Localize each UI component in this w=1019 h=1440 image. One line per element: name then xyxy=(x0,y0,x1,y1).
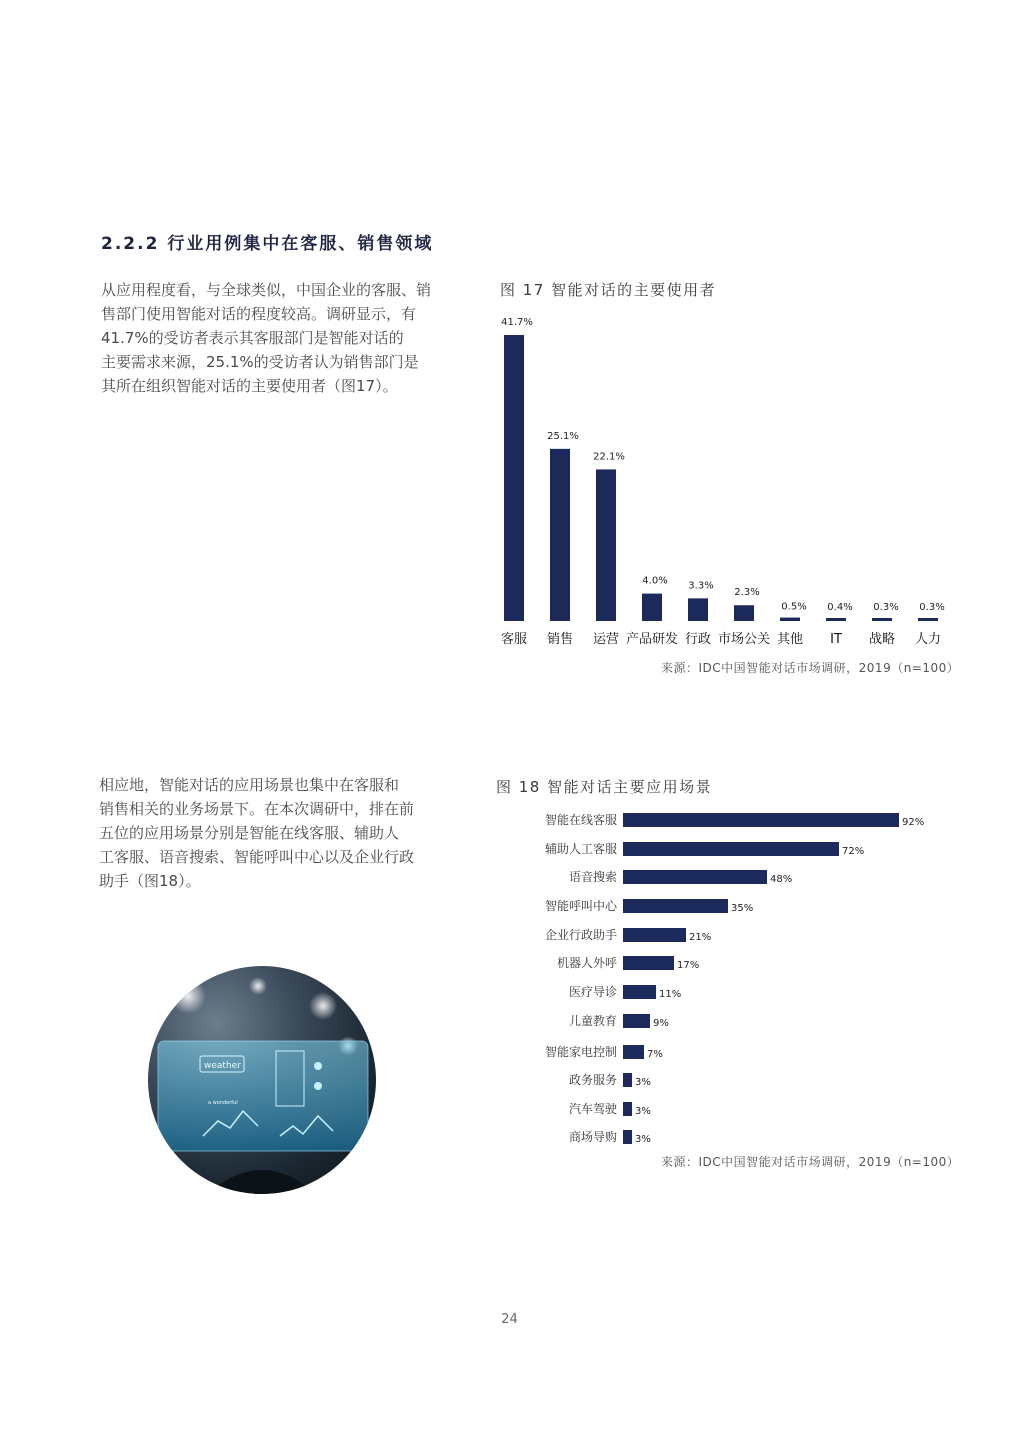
data-label: 3% xyxy=(635,1106,651,1117)
paragraph-line: 主要需求来源，25.1%的受访者认为销售部门是 xyxy=(101,353,419,371)
bar xyxy=(623,899,728,913)
bar xyxy=(623,1014,650,1028)
category-label: 汽车驾驶 xyxy=(568,1102,617,1116)
bar xyxy=(780,618,800,621)
bar xyxy=(623,1073,632,1087)
bar xyxy=(623,842,839,856)
category-label: 产品研发 xyxy=(625,632,679,647)
bar xyxy=(642,594,662,621)
category-label: 销售 xyxy=(546,632,574,647)
scenario-paragraph xyxy=(99,773,439,893)
category-label: 客服 xyxy=(500,632,528,647)
data-label: 4.0% xyxy=(642,575,668,587)
bar xyxy=(623,1102,632,1116)
bar xyxy=(872,618,892,621)
data-label: 0.3% xyxy=(919,602,945,613)
data-label: 3.3% xyxy=(688,580,714,592)
category-label: 其他 xyxy=(776,632,804,647)
data-label: 11% xyxy=(659,989,682,1000)
bar xyxy=(623,1045,644,1059)
paragraph-line: 助手（图18）。 xyxy=(99,872,201,890)
category-label: 市场公关 xyxy=(717,632,771,647)
photo-screen-text: weather xyxy=(204,1061,241,1071)
category-label: 运营 xyxy=(592,632,620,647)
figure17-title: 图 17 智能对话的主要使用者 xyxy=(500,281,717,299)
data-label: 22.1% xyxy=(593,451,625,463)
paragraph-line: 相应地，智能对话的应用场景也集中在客服和 xyxy=(99,776,400,794)
category-label: 辅助人工客服 xyxy=(544,842,617,856)
category-label: 企业行政助手 xyxy=(544,928,617,942)
figure18-title: 图 18 智能对话主要应用场景 xyxy=(496,778,713,796)
figure17-chart xyxy=(490,305,950,650)
bar xyxy=(918,618,938,621)
bar xyxy=(623,1130,632,1144)
paragraph-line: 41.7%的受访者表示其客服部门是智能对话的 xyxy=(101,329,404,347)
paragraph-line: 销售相关的业务场景下。在本次调研中，排在前 xyxy=(99,800,415,818)
data-label: 41.7% xyxy=(501,317,533,328)
bar xyxy=(504,335,524,621)
category-label: 行政 xyxy=(684,632,712,647)
data-label: 3% xyxy=(635,1134,651,1145)
category-label: 智能家电控制 xyxy=(544,1045,617,1059)
photo-screen-text: a wonderful xyxy=(208,1100,238,1106)
paragraph-line: 其所在组织智能对话的主要使用者（图17）。 xyxy=(101,377,398,395)
page-number: 24 xyxy=(501,1312,518,1327)
bar xyxy=(623,956,674,970)
category-label: 医疗导诊 xyxy=(568,985,617,999)
data-label: 21% xyxy=(689,932,712,943)
bar xyxy=(623,813,899,827)
bar xyxy=(623,870,767,884)
data-label: 17% xyxy=(677,960,700,971)
section-heading: 2.2.2 行业用例集中在客服、销售领域 xyxy=(101,234,434,254)
intro-paragraph xyxy=(101,278,441,398)
data-label: 92% xyxy=(902,817,925,828)
category-label: 战略 xyxy=(868,632,896,647)
data-label: 48% xyxy=(770,874,793,885)
bar xyxy=(596,469,616,621)
data-label: 0.5% xyxy=(781,601,807,613)
bar xyxy=(550,449,570,621)
bar xyxy=(826,618,846,621)
paragraph-line: 售部门使用智能对话的程度较高。调研显示，有 xyxy=(101,305,417,323)
paragraph-line: 五位的应用场景分别是智能在线客服、辅助人 xyxy=(99,824,400,842)
figure17-source: 来源：IDC中国智能对话市场调研，2019（n=100） xyxy=(661,661,960,675)
figure18-source: 来源：IDC中国智能对话市场调研，2019（n=100） xyxy=(661,1155,960,1169)
bar xyxy=(734,605,754,621)
bar xyxy=(623,928,686,942)
data-label: 72% xyxy=(842,846,865,857)
category-label: IT xyxy=(830,632,842,647)
category-label: 政务服务 xyxy=(568,1073,617,1087)
category-label: 机器人外呼 xyxy=(556,956,617,970)
data-label: 3% xyxy=(635,1077,651,1088)
car-dashboard-photo-icon xyxy=(148,966,376,1194)
category-label: 智能呼叫中心 xyxy=(544,899,617,913)
data-label: 35% xyxy=(731,903,754,914)
bar xyxy=(623,985,656,999)
paragraph-line: 从应用程度看，与全球类似，中国企业的客服、销 xyxy=(101,281,432,299)
data-label: 7% xyxy=(647,1049,663,1060)
data-label: 0.3% xyxy=(873,602,899,613)
data-label: 0.4% xyxy=(827,602,853,613)
figure18-chart xyxy=(520,805,950,1150)
category-label: 语音搜索 xyxy=(568,870,617,884)
category-label: 智能在线客服 xyxy=(544,813,617,827)
bar xyxy=(688,598,708,621)
category-label: 商场导购 xyxy=(568,1130,617,1144)
car-dashboard-photo xyxy=(148,966,376,1194)
paragraph-line: 工客服、语音搜索、智能呼叫中心以及企业行政 xyxy=(99,848,415,866)
category-label: 人力 xyxy=(914,632,942,647)
data-label: 25.1% xyxy=(547,430,579,442)
data-label: 2.3% xyxy=(734,587,760,599)
data-label: 9% xyxy=(653,1018,669,1029)
category-label: 儿童教育 xyxy=(568,1014,617,1028)
